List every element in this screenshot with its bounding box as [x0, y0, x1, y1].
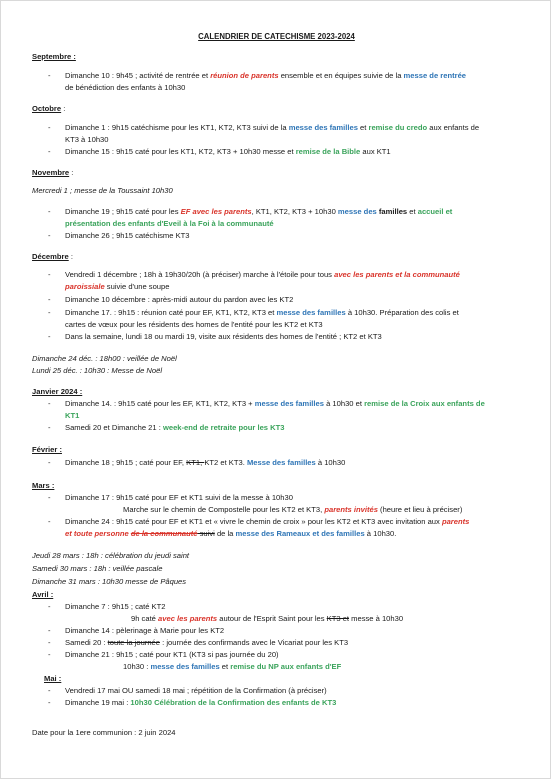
event-september-1: Dimanche 10 : 9h45 ; activité de rentrée et réunion de parents ensemble et en équipes suivie de la messe de rentrée [65, 71, 467, 80]
bullet-dash: - [48, 650, 51, 659]
bullet-dash: - [48, 458, 51, 467]
bullet-dash: - [48, 123, 51, 132]
bullet-dash: - [48, 493, 51, 502]
note-toussaint: Mercredi 1 ; messe de la Toussaint 10h30 [32, 186, 173, 195]
note-christmas-day: Lundi 25 déc. : 10h30 : Messe de Noël [32, 366, 163, 375]
bullet-dash: - [48, 147, 51, 156]
month-heading-october: Octobre : [32, 104, 66, 113]
event-november-2: Dimanche 26 ; 9h15 catéchisme KT3 [65, 231, 190, 240]
event-may-1: Vendredi 17 mai OU samedi 18 mai ; répétition de la Confirmation (à préciser) [65, 686, 327, 695]
event-december-4: Dans la semaine, lundi 18 ou mardi 19, visite aux résidents des homes de l'entité ; KT2 et KT3 [65, 332, 382, 341]
event-april-4: Dimanche 21 : 9h15 ; caté pour KT1 (KT3 si pas journée du 20) [65, 650, 279, 659]
event-may-2: Dimanche 19 mai : 10h30 Célébration de la Confirmation des enfants de KT3 [65, 698, 337, 707]
bullet-dash: - [48, 332, 51, 341]
bullet-dash: - [48, 626, 51, 635]
event-december-1: Vendredi 1 décembre ; 18h à 19h30/20h (à préciser) marche à l'étoile pour tous avec les parents et la communauté [65, 270, 460, 279]
event-october-1-cont: KT3 à 10h30 [65, 135, 109, 144]
bullet-dash: - [48, 638, 51, 647]
event-december-3: Dimanche 17. : 9h15 : réunion caté pour EF, KT1, KT2, KT3 et messe des familles à 10h30. Préparation des colis et [65, 308, 459, 317]
bullet-dash: - [48, 295, 51, 304]
event-december-2: Dimanche 10 décembre : après-midi autour du pardon avec les KT2 [65, 295, 294, 304]
bullet-dash: - [48, 231, 51, 240]
month-heading-february: Février : [32, 445, 62, 454]
event-april-4-cont: 10h30 : messe des familles et remise du NP aux enfants d'EF [123, 662, 342, 671]
event-march-2: Dimanche 24 : 9h15 caté pour EF et KT1 et « vivre le chemin de croix » pour les KT2 et KT3 avec invitation aux parents [65, 517, 470, 526]
month-heading-december: Décembre : [32, 252, 73, 261]
event-march-1: Dimanche 17 : 9h15 caté pour EF et KT1 suivi de la messe à 10h30 [65, 493, 293, 502]
month-heading-november: Novembre : [32, 168, 74, 177]
event-january-1-cont: KT1 [65, 411, 80, 420]
event-september-1-cont: de bénédiction des enfants à 10h30 [65, 83, 186, 92]
first-communion-date: Date pour la 1ere communion : 2 juin 2024 [32, 728, 176, 737]
bullet-dash: - [48, 602, 51, 611]
bullet-dash: - [48, 71, 51, 80]
event-april-1: Dimanche 7 : 9h15 ; caté KT2 [65, 602, 166, 611]
event-april-3: Samedi 20 : toute la journée : journée des confirmands avec le Vicariat pour les KT3 [65, 638, 349, 647]
month-heading-march: Mars : [32, 481, 55, 490]
bullet-dash: - [48, 686, 51, 695]
page-title: CALENDRIER DE CATECHISME 2023-2024 [198, 32, 355, 41]
event-january-2: Samedi 20 et Dimanche 21 : week-end de retraite pour les KT3 [65, 423, 285, 432]
event-april-1-cont: 9h caté avec les parents autour de l'Esprit Saint pour les KT3 et messe à 10h30 [131, 614, 404, 623]
month-heading-may: Mai : [44, 674, 62, 683]
event-december-1-cont: paroissiale suivie d'une soupe [65, 282, 170, 291]
bullet-dash: - [48, 308, 51, 317]
event-april-2: Dimanche 14 : pèlerinage à Marie pour les KT2 [65, 626, 225, 635]
month-heading-september: Septembre : [32, 52, 76, 61]
bullet-dash: - [48, 423, 51, 432]
bullet-dash: - [48, 399, 51, 408]
event-march-2-cont: et toute personne de la communauté suivi de la messe des Rameaux et des familles à 10h30. [65, 529, 397, 538]
event-october-1: Dimanche 1 : 9h15 catéchisme pour les KT1, KT2, KT3 suivi de la messe des familles et remise du credo aux enfants de [65, 123, 480, 132]
note-holy-thursday: Jeudi 28 mars : 18h : célébration du jeudi saint [32, 551, 190, 560]
note-easter: Dimanche 31 mars : 10h30 messe de Pâques [32, 577, 187, 586]
event-january-1: Dimanche 14. : 9h15 caté pour les EF, KT1, KT2, KT3 + messe des familles à 10h30 et remise de la Croix aux enfants de [65, 399, 485, 408]
bullet-dash: - [48, 698, 51, 707]
bullet-dash: - [48, 207, 51, 216]
bullet-dash: - [48, 517, 51, 526]
note-christmas-eve: Dimanche 24 déc. : 18h00 : veillée de Noël [32, 354, 177, 363]
note-easter-vigil: Samedi 30 mars : 18h : veillée pascale [32, 564, 163, 573]
event-november-1-cont: présentation des enfants d'Eveil à la Foi à la communauté [65, 219, 274, 228]
bullet-dash: - [48, 270, 51, 279]
month-heading-april: Avril : [32, 590, 54, 599]
event-february-1: Dimanche 18 ; 9h15 ; caté pour EF, KT1, KT2 et KT3. Messe des familles à 10h30 [65, 458, 346, 467]
event-march-1-cont: Marche sur le chemin de Compostelle pour les KT2 et KT3, parents invités (heure et lieu à préciser) [123, 505, 463, 514]
event-october-2: Dimanche 15 : 9h15 caté pour les KT1, KT2, KT3 + 10h30 messe et remise de la Bible aux KT1 [65, 147, 391, 156]
month-heading-january: Janvier 2024 : [32, 387, 83, 396]
event-november-1: Dimanche 19 ; 9h15 caté pour les EF avec les parents, KT1, KT2, KT3 + 10h30 messe des familles et accueil et [65, 207, 453, 216]
event-december-3-cont: cartes de vœux pour les résidents des homes de l'entité pour les KT2 et KT3 [65, 320, 323, 329]
